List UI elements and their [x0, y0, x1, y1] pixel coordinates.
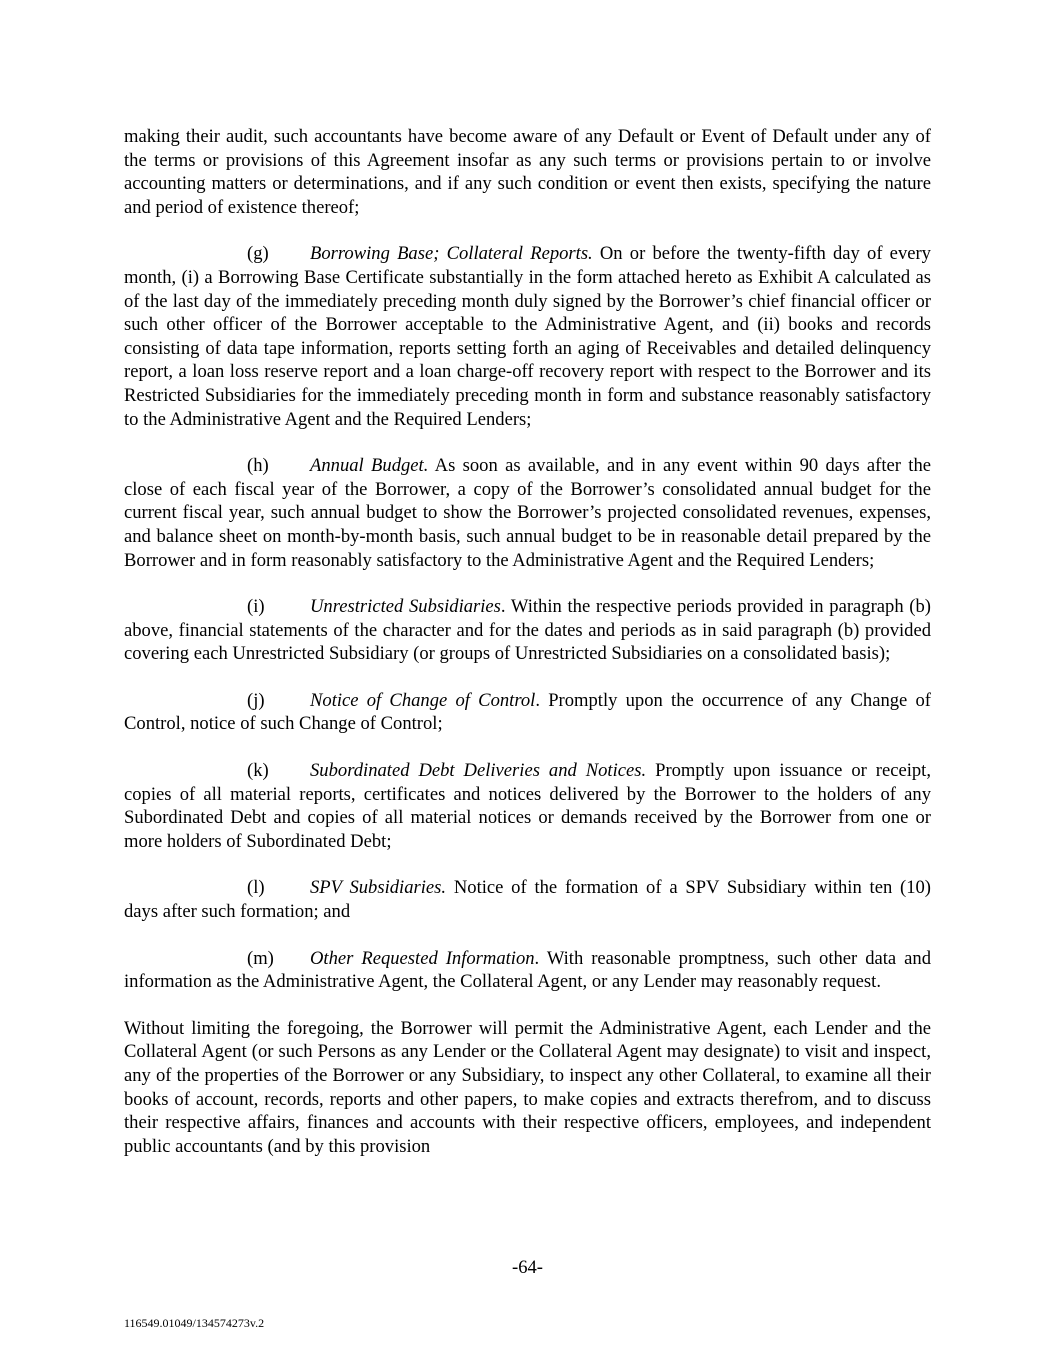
- item-h-paragraph: [124, 454, 931, 572]
- item-text: On or before the twenty-fifth day of every month, (i) a Borrowing Base Certificate substantially in the form attached hereto as Exhibit A calculated as of the last day of the immediately preceding month duly signed by the Borrower’s chief financial officer or such other officer of the Borrower acceptable to the Administrative Agent, and (ii) books and records consisting of data tape information, reports setting forth an aging of Receivables and detailed delinquency report, a loan loss reserve report and a loan charge-off recovery report with respect to the Borrower and its Restricted Subsidiaries for the immediately preceding month in form and substance reasonably satisfactory to the Administrative Agent and the Required Lenders;: [124, 243, 931, 430]
- item-heading: SPV Subsidiaries.: [310, 877, 447, 899]
- item-j-paragraph: [124, 689, 931, 736]
- item-k-paragraph: [124, 759, 931, 853]
- item-text: As soon as available, and in any event within 90 days after the close of each fiscal year of the Borrower, a copy of the Borrower’s consolidated annual budget for the current fiscal year, such annual budget to show the Borrower’s projected consolidated revenues, expenses, and balance sheet on month-by-month basis, such annual budget to be in reasonable detail prepared by the Borrower and in form reasonably satisfactory to the Administrative Agent and the Required Lenders;: [124, 455, 931, 571]
- item-heading: Unrestricted Subsidiaries: [310, 596, 501, 618]
- item-label: (k): [247, 760, 269, 782]
- item-label: (g): [247, 243, 269, 265]
- item-heading: Other Requested Information: [310, 947, 535, 969]
- item-text: Notice of the formation of a SPV Subsidiary within ten (10) days after such formation; and: [124, 877, 931, 923]
- item-heading: Notice of Change of Control: [310, 689, 536, 711]
- item-heading: Annual Budget.: [310, 455, 429, 477]
- document-body: [124, 125, 931, 1181]
- item-i-paragraph: [124, 595, 931, 666]
- item-text: . Promptly upon the occurrence of any Change of Control, notice of such Change of Control;: [124, 689, 931, 735]
- item-heading: Subordinated Debt Deliveries and Notices.: [310, 760, 647, 782]
- item-heading: Borrowing Base; Collateral Reports.: [310, 243, 593, 265]
- item-m-paragraph: [124, 947, 931, 994]
- item-text: . With reasonable promptness, such other data and information as the Administrative Agent, the Collateral Agent, or any Lender may reasonably request.: [124, 947, 931, 993]
- document-id: 116549.01049/134574273v.2: [124, 1316, 265, 1330]
- item-label: (j): [247, 689, 265, 711]
- item-text: . Within the respective periods provided in paragraph (b) above, financial statements of the character and for the dates and periods as in said paragraph (b) provided covering each Unrestricted Subsidiary (or groups of Unrestricted Subsidiaries on a consolidated basis);: [124, 596, 931, 665]
- item-label: (l): [247, 877, 265, 899]
- page-number: -64-: [512, 1257, 543, 1278]
- item-label: (h): [247, 455, 269, 477]
- item-text: Promptly upon issuance or receipt, copies of all material reports, certificates and notices delivered by the Borrower to the holders of any Subordinated Debt and copies of all material notices or demands received by the Borrower from one or more holders of Subordinated Debt;: [124, 760, 931, 852]
- item-label: (m): [247, 947, 274, 969]
- item-g-paragraph: [124, 242, 931, 431]
- item-l-paragraph: [124, 876, 931, 923]
- closing-paragraph: Without limiting the foregoing, the Borrower will permit the Administrative Agent, each Lender and the Collateral Agent (or such Persons as any Lender or the Collateral Agent may designate) to visit and inspect, any of the properties of the Borrower or any Subsidiary, to inspect any other Collateral, to examine all their books of account, records, reports and other papers, to make copies and extracts therefrom, and to discuss their respective affairs, finances and accounts with their respective officers, employees, and independent public accountants (and by this provision: [124, 1017, 931, 1157]
- item-label: (i): [247, 596, 265, 618]
- intro-paragraph: making their audit, such accountants have become aware of any Default or Event of Default under any of the terms or provisions of this Agreement insofar as any such terms or provisions pertain to or involve accounting matters or determinations, and if any such condition or event then exists, specifying the nature and period of existence thereof;: [124, 126, 931, 218]
